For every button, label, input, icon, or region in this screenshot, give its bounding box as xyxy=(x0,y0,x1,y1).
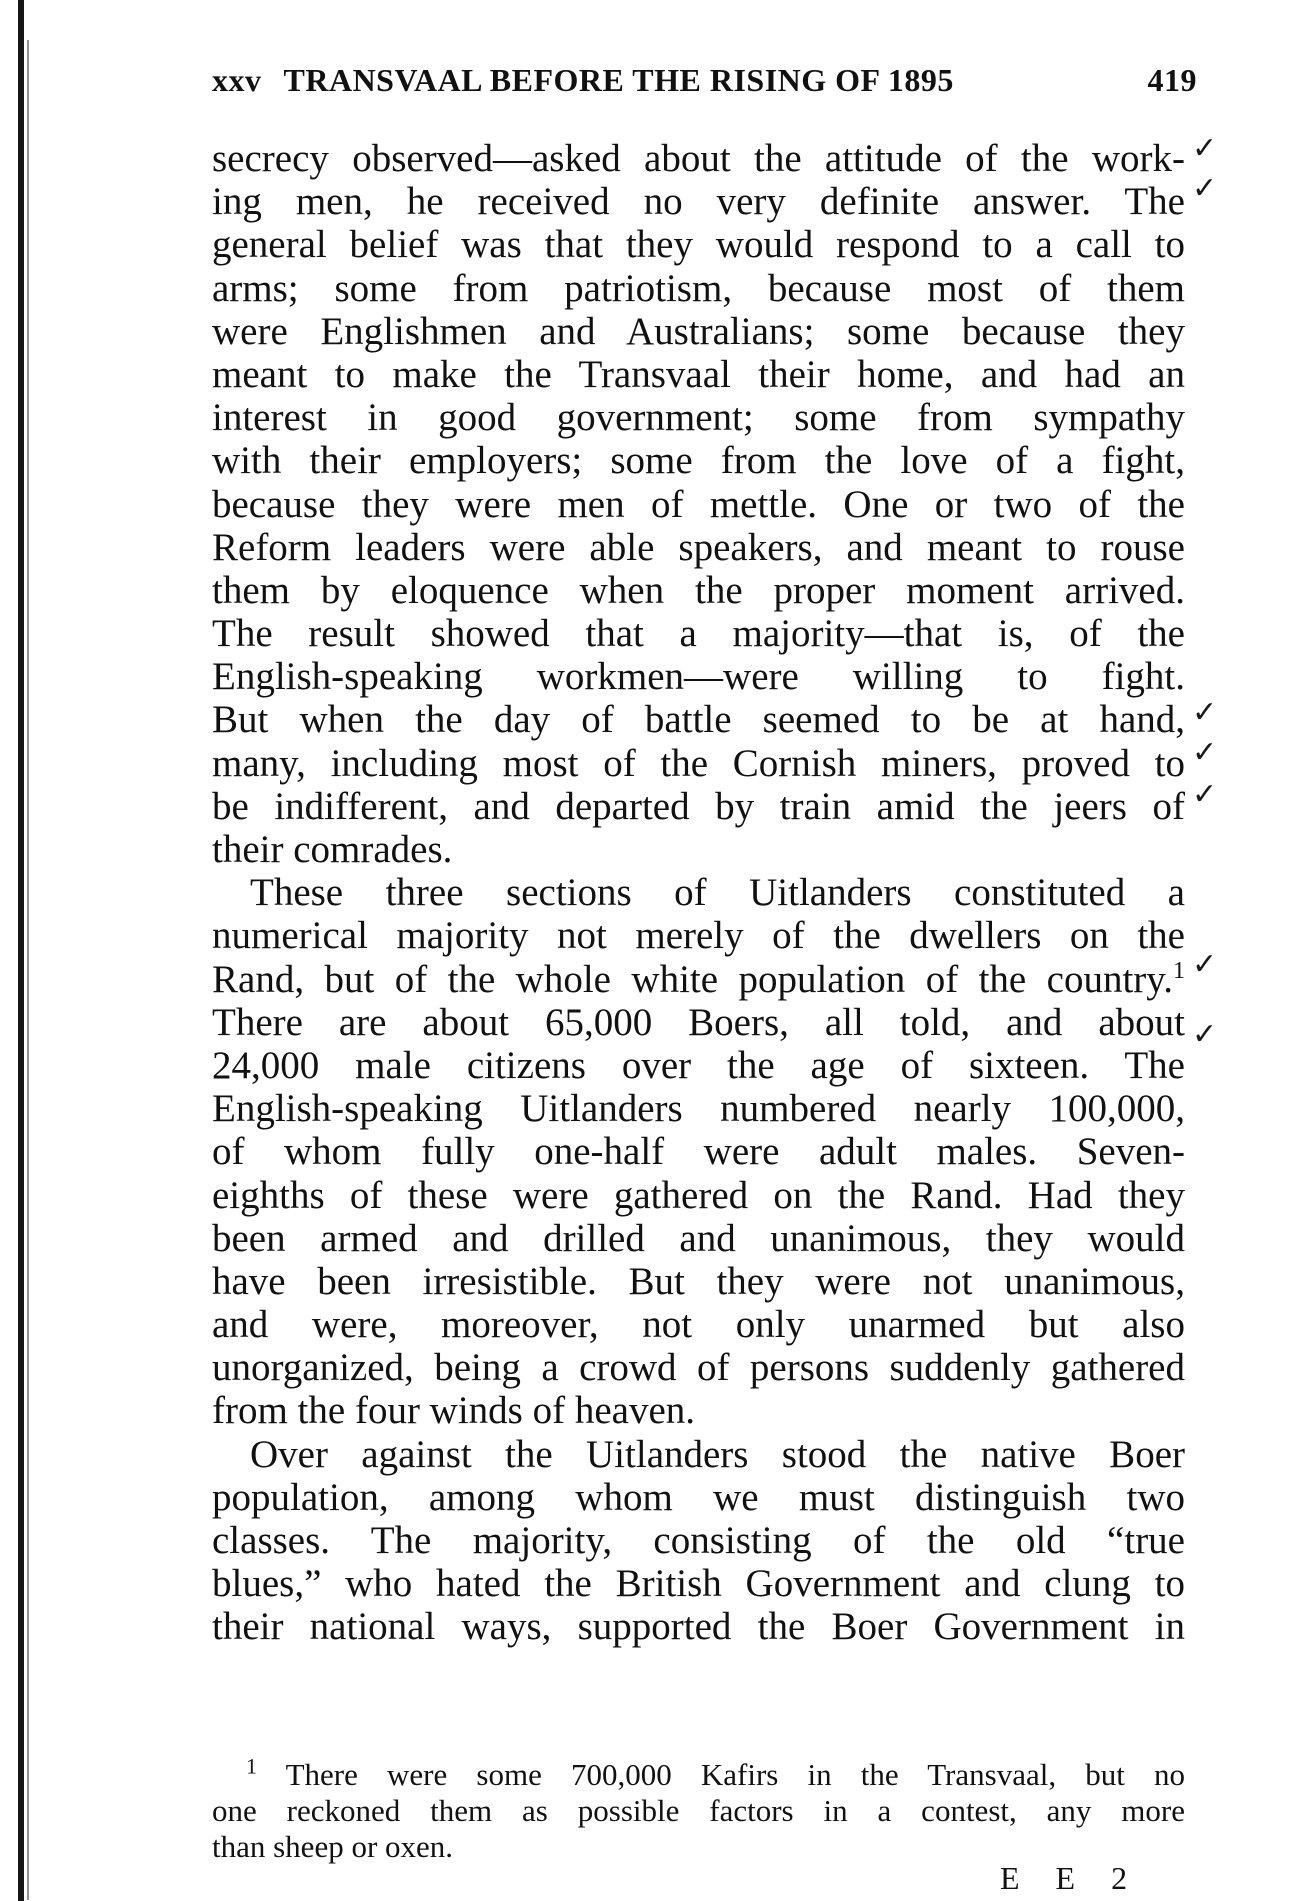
text-line: Reform leaders were able speakers, and meant to rouse xyxy=(212,525,1185,569)
text-line: from the four winds of heaven. xyxy=(212,1389,696,1433)
check-mark-icon: ✓ xyxy=(1192,777,1218,812)
text-line: their national ways, supported the Boer Government in xyxy=(212,1605,1185,1649)
printer-signature: E E 2 xyxy=(1000,1860,1142,1896)
text-line: and were, moreover, not only unarmed but also xyxy=(212,1303,1185,1347)
text-line: been armed and drilled and unanimous, they would xyxy=(212,1216,1185,1260)
check-mark-icon: ✓ xyxy=(1192,171,1218,206)
text-line: their comrades. xyxy=(212,828,453,871)
footnote xyxy=(212,1753,1185,1865)
footnote-marker: 1 xyxy=(246,1753,257,1779)
text-line: eighths of these were gathered on the Rand. Had they xyxy=(212,1173,1185,1217)
text-line: English-speaking Uitlanders numbered nearly 100,000, xyxy=(212,1087,1185,1131)
text-line: them by eloquence when the proper moment arrived. xyxy=(212,568,1185,612)
text-line: be indifferent, and departed by train amid the jeers of xyxy=(212,784,1185,828)
text-line: English-speaking workmen—were willing to fight. xyxy=(212,655,1185,699)
text-line: But when the day of battle seemed to be at hand, xyxy=(212,698,1185,742)
footnote-line xyxy=(212,1753,1185,1793)
running-header xyxy=(212,58,1197,102)
text-line: many, including most of the Cornish miners, proved to xyxy=(212,741,1185,785)
check-mark-icon: ✓ xyxy=(1192,131,1218,166)
text-line: secrecy observed—asked about the attitude of the work- xyxy=(212,137,1185,180)
paragraph-start-line: Over against the Uitlanders stood the native Boer xyxy=(250,1432,1185,1476)
text-line: interest in good government; some from sympathy xyxy=(212,396,1185,440)
chapter-number: xxv xyxy=(212,61,262,98)
running-title: TRANSVAAL BEFORE THE RISING OF 1895 xyxy=(283,61,954,98)
text-line: blues,” who hated the British Government and clung to xyxy=(212,1562,1185,1606)
binding-edge-shadow xyxy=(27,40,29,1900)
text-line: have been irresistible. But they were not unanimous, xyxy=(212,1259,1185,1303)
text-line: 24,000 male citizens over the age of sixteen. The xyxy=(212,1043,1185,1087)
text-line: population, among whom we must distinguish two xyxy=(212,1475,1185,1519)
footnote-text: There were some 700,000 Kafirs in the Transvaal, but no xyxy=(285,1757,1185,1792)
text-line: because they were men of mettle. One or two of the xyxy=(212,482,1185,526)
text-line: arms; some from patriotism, because most of them xyxy=(212,266,1185,310)
text-line-content: Rand, but of the whole white population of the country. xyxy=(212,957,1173,1001)
text-line: were Englishmen and Australians; some because they xyxy=(212,309,1185,353)
check-mark-icon: ✓ xyxy=(1192,1017,1218,1052)
footnote-reference: 1 xyxy=(1173,957,1185,984)
body-text xyxy=(212,137,1185,1649)
text-line: meant to make the Transvaal their home, and had an xyxy=(212,352,1185,396)
text-line-with-footnote-ref xyxy=(212,958,1185,1001)
check-mark-icon: ✓ xyxy=(1192,695,1218,730)
binding-edge-line xyxy=(18,0,24,1901)
check-mark-icon: ✓ xyxy=(1192,735,1218,770)
text-line: classes. The majority, consisting of the old “true xyxy=(212,1519,1185,1562)
text-line: ing men, he received no very definite answer. The xyxy=(212,180,1185,224)
footnote-line: than sheep or oxen. xyxy=(212,1829,454,1864)
text-line: of whom fully one-half were adult males. Seven- xyxy=(212,1130,1185,1174)
text-line: unorganized, being a crowd of persons suddenly gathered xyxy=(212,1346,1185,1390)
footnote-line: one reckoned them as possible factors in a contest, any more xyxy=(212,1793,1185,1828)
page-number: 419 xyxy=(1147,61,1197,98)
check-mark-icon: ✓ xyxy=(1192,947,1218,982)
margin-check-marks xyxy=(1192,131,1252,1337)
text-line: with their employers; some from the love of a fight, xyxy=(212,439,1185,483)
paragraph-start-line: These three sections of Uitlanders constituted a xyxy=(250,871,1185,915)
text-line: general belief was that they would respond to a call to xyxy=(212,223,1185,267)
text-line: There are about 65,000 Boers, all told, and about xyxy=(212,1000,1185,1044)
text-line: numerical majority not merely of the dwellers on the xyxy=(212,914,1185,958)
text-line: The result showed that a majority—that is, of the xyxy=(212,612,1185,656)
